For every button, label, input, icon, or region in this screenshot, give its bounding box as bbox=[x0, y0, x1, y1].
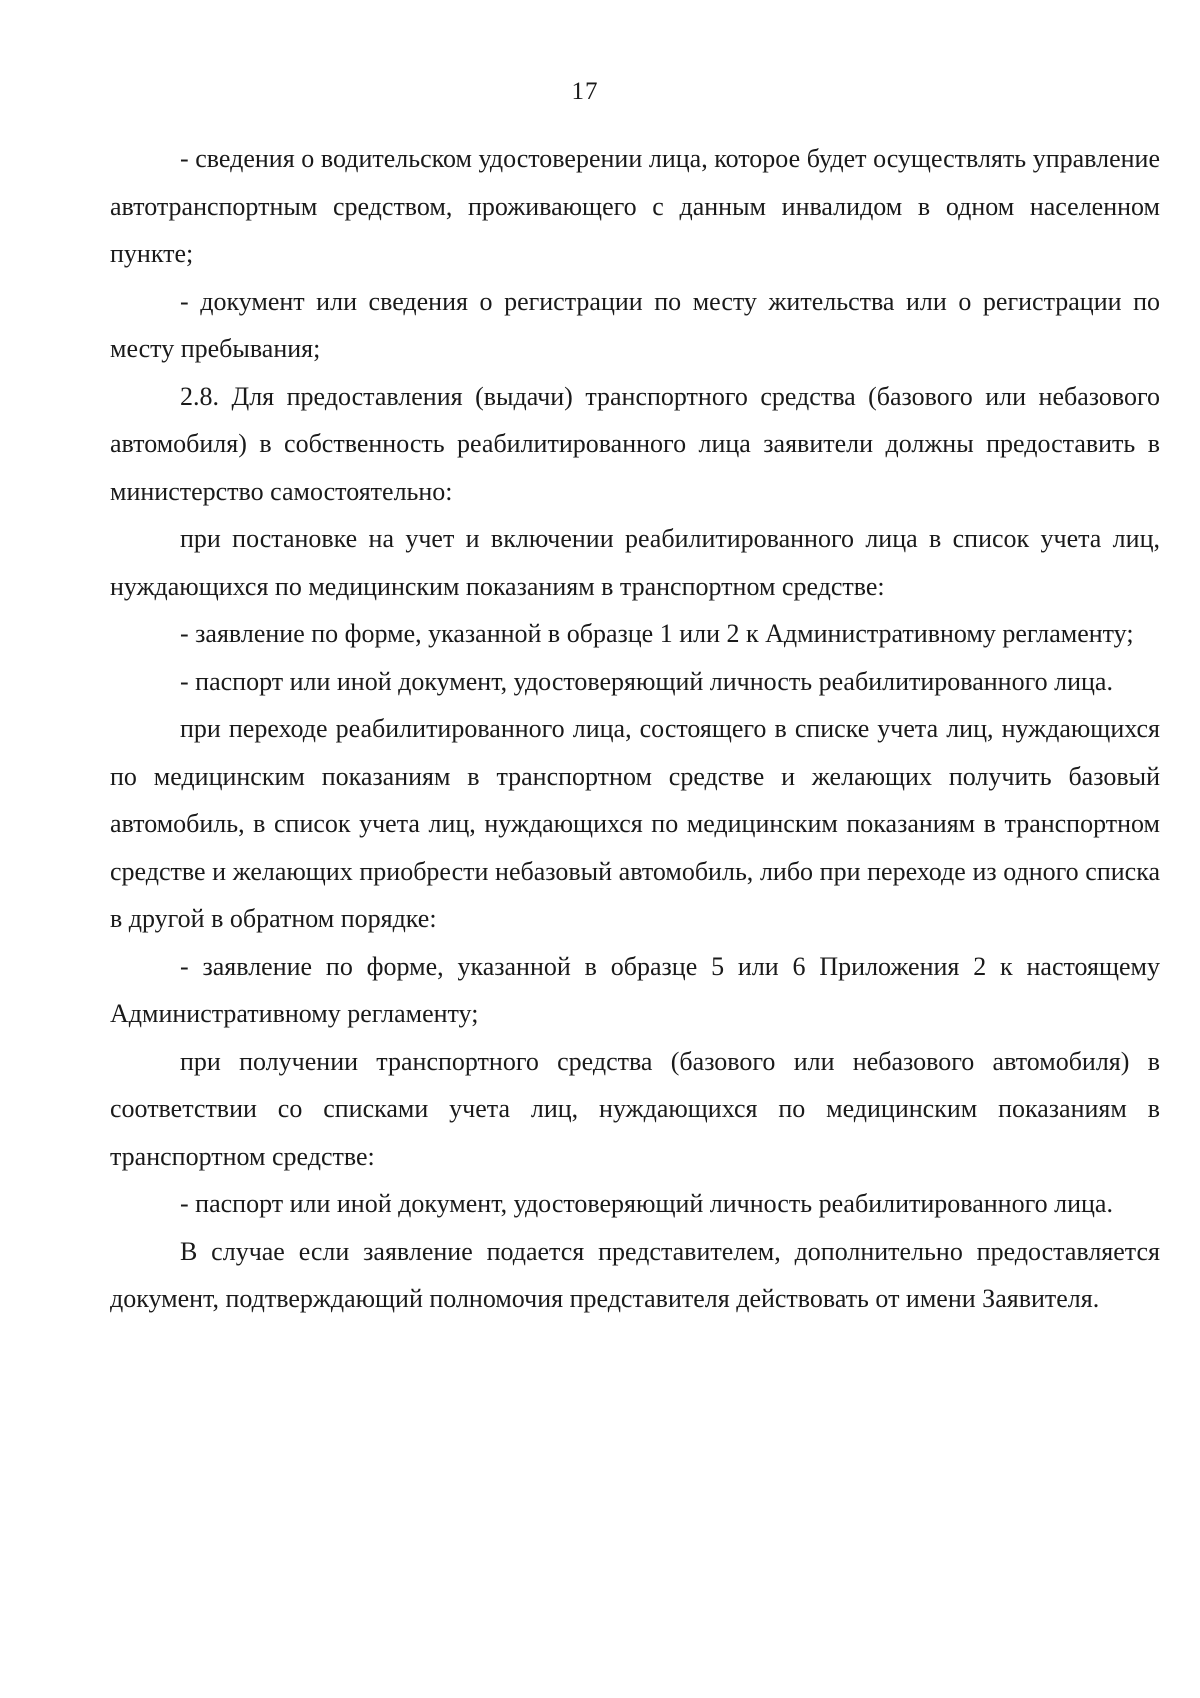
paragraph-application-form-1-2: - заявление по форме, указанной в образце 1 или 2 к Административному регламенту; bbox=[180, 619, 1134, 648]
document-body bbox=[110, 135, 1160, 1323]
paragraph-registration-document: - документ или сведения о регистрации по месту жительства или о регистрации по месту пребывания; bbox=[110, 286, 1160, 363]
paragraph-vehicle-receipt-case: при получении транспортного средства (базового или небазового автомобиля) в соответствии со списками учета лиц, нуждающихся по медицинским показаниям в транспортном средстве: bbox=[110, 1046, 1160, 1171]
paragraph-application-form-5-6: - заявление по форме, указанной в образце 5 или 6 Приложения 2 к настоящему Административному регламенту; bbox=[110, 951, 1160, 1028]
paragraph-list-transfer-case: при переходе реабилитированного лица, состоящего в списке учета лиц, нуждающихся по медицинским показаниям в транспортном средстве и желающих получить базовый автомобиль, в список учета лиц, нуждающихся по медицинским показаниям в транспортном средстве и желающих приобрести небазовый автомобиль, либо при переходе из одного списка в другой в обратном порядке: bbox=[110, 714, 1160, 933]
paragraph-driver-license-info: - сведения о водительском удостоверении лица, которое будет осуществлять управление автотранспортным средством, проживающего с данным инвалидом в одном населенном пункте; bbox=[110, 144, 1160, 268]
page-number: 17 bbox=[571, 78, 599, 105]
paragraph-registration-case: при постановке на учет и включении реабилитированного лица в список учета лиц, нуждающихся по медицинским показаниям в транспортном средстве: bbox=[110, 524, 1160, 601]
paragraph-representative-case: В случае если заявление подается представителем, дополнительно предоставляется документ, подтверждающий полномочия представителя действовать от имени Заявителя. bbox=[110, 1236, 1160, 1313]
paragraph-section-2-8: 2.8. Для предоставления (выдачи) транспортного средства (базового или небазового автомобиля) в собственность реабилитированного лица заявители должны предоставить в министерство самостоятельно: bbox=[110, 381, 1160, 506]
paragraph-passport-2: - паспорт или иной документ, удостоверяющий личность реабилитированного лица. bbox=[180, 1189, 1113, 1218]
paragraph-passport-1: - паспорт или иной документ, удостоверяющий личность реабилитированного лица. bbox=[180, 666, 1113, 696]
